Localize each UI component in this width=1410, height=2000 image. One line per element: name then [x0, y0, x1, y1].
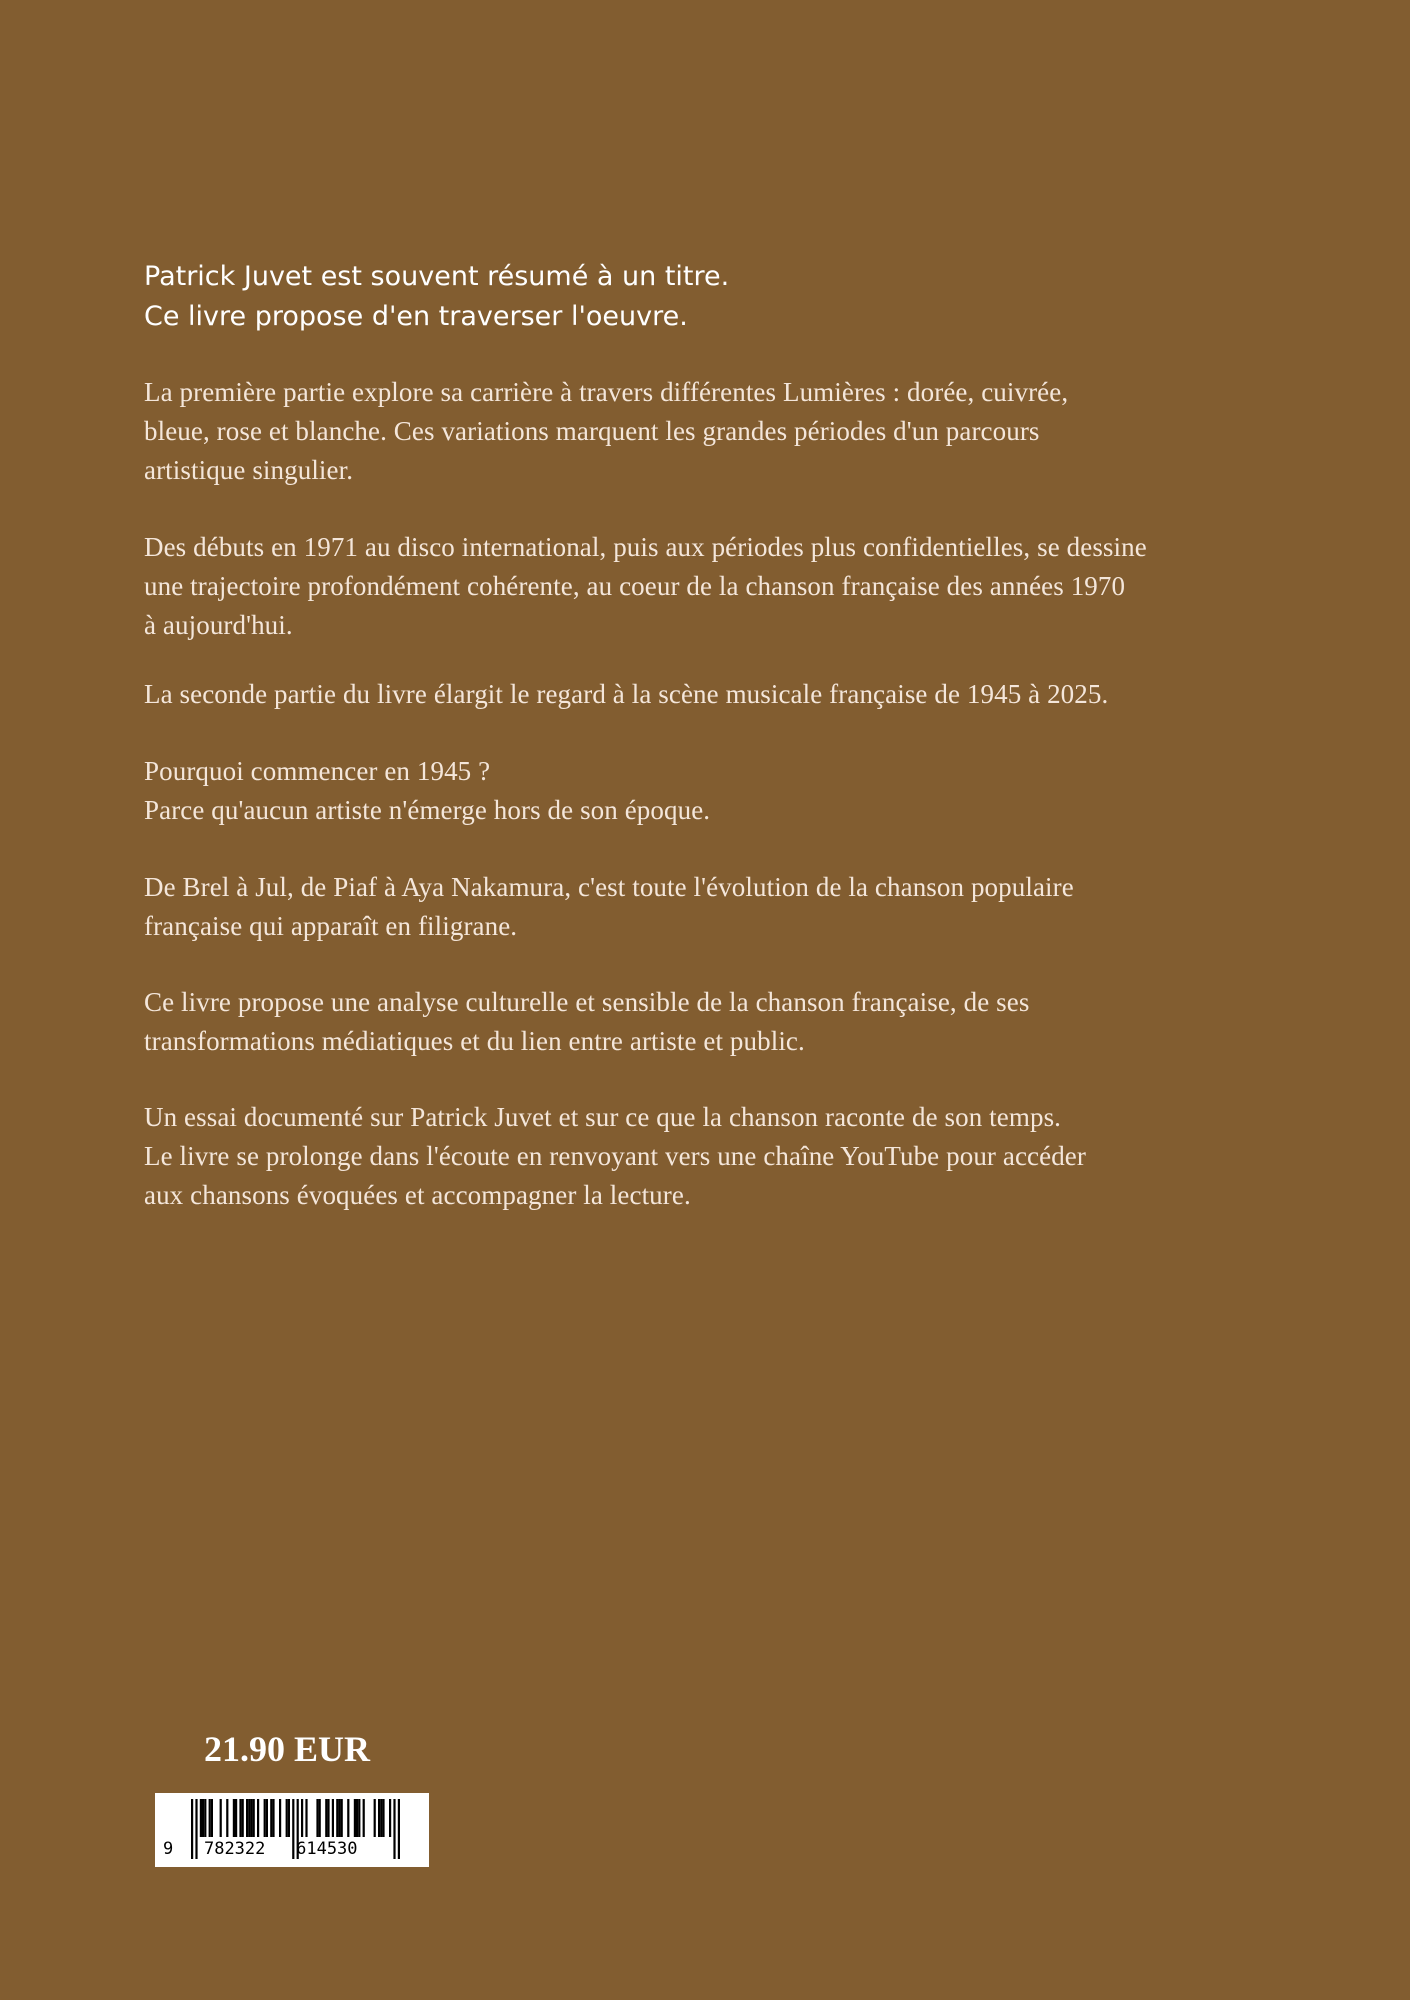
blurb-line: Ce livre propose une analyse culturelle et sensible de la chanson française, de ses — [144, 987, 1030, 1017]
barcode-bar — [380, 1799, 382, 1837]
blurb-line: Un essai documenté sur Patrick Juvet et sur ce que la chanson raconte de son temps. — [144, 1102, 1062, 1132]
barcode-bar — [374, 1799, 376, 1837]
barcode-bar — [305, 1799, 307, 1837]
barcode-bar — [347, 1799, 349, 1837]
isbn-barcode — [155, 1793, 429, 1867]
barcode-bar — [338, 1799, 340, 1837]
barcode-bar — [200, 1799, 202, 1837]
barcode-first-digit: 9 — [163, 1839, 174, 1859]
blurb-line: transformations médiatiques et du lien entre artiste et public. — [144, 1026, 805, 1056]
blurb-paragraph — [144, 1098, 1294, 1215]
blurb-line: à aujourd'hui. — [144, 610, 293, 640]
barcode-bar — [239, 1799, 241, 1837]
blurb-line: une trajectoire profondément cohérente, au coeur de la chanson française des années 1970 — [144, 571, 1126, 601]
barcode-bar — [220, 1799, 222, 1837]
blurb-paragraph — [144, 983, 1294, 1061]
blurb-paragraph — [144, 675, 1294, 714]
barcode-bar — [356, 1799, 358, 1837]
barcode-bar — [235, 1799, 237, 1837]
price-label: 21.90 EUR — [204, 1729, 371, 1769]
barcode-bar — [382, 1799, 384, 1837]
blurb-line: Pourquoi commencer en 1945 ? — [144, 756, 491, 786]
barcode-bar — [393, 1799, 395, 1859]
blurb-line: La première partie explore sa carrière à travers différentes Lumières : dorée, cuivrée, — [144, 377, 1069, 407]
blurb-paragraph — [144, 528, 1294, 645]
barcode-bar — [389, 1799, 391, 1837]
barcode-bar — [279, 1799, 281, 1837]
barcode-bar — [325, 1799, 327, 1837]
blurb-line: De Brel à Jul, de Piaf à Aya Nakamura, c'est toute l'évolution de la chanson populaire — [144, 872, 1074, 902]
barcode-bar — [398, 1799, 400, 1859]
barcode-bar — [246, 1799, 248, 1837]
barcode-bar — [327, 1799, 329, 1837]
blurb-paragraph — [144, 752, 1294, 830]
blurb-paragraph — [144, 868, 1294, 946]
barcode-bar — [332, 1799, 334, 1837]
barcode-bar — [288, 1799, 290, 1837]
barcode-bar — [248, 1799, 250, 1837]
barcode-bar — [253, 1799, 255, 1837]
barcode-bar — [319, 1799, 321, 1837]
barcode-bar — [358, 1799, 360, 1837]
barcode-bar — [354, 1799, 356, 1837]
barcode-bar — [204, 1799, 206, 1837]
barcode-bar — [264, 1799, 266, 1837]
barcode-bar — [257, 1799, 259, 1837]
barcode-bar — [209, 1799, 211, 1837]
barcode-bar — [272, 1799, 274, 1837]
blurb-line: française qui apparaît en filigrane. — [144, 911, 518, 941]
blurb-line: La seconde partie du livre élargit le regard à la scène musicale française de 1945 à 2025. — [144, 679, 1109, 709]
barcode-bar — [270, 1799, 272, 1837]
blurb-line: artistique singulier. — [144, 455, 354, 485]
barcode-left-group: 782322 — [203, 1839, 266, 1859]
barcode-bar — [242, 1799, 244, 1837]
blurb-paragraph — [144, 373, 1294, 490]
barcode-bar — [266, 1799, 268, 1837]
barcode-digits — [163, 1838, 358, 1860]
blurb-line: bleue, rose et blanche. Ces variations marquent les grandes périodes d'un parcours — [144, 416, 1040, 446]
blurb-line: aux chansons évoquées et accompagner la lecture. — [144, 1180, 691, 1210]
tagline-line: Ce livre propose d'en traverser l'oeuvre. — [144, 301, 688, 332]
barcode-bar — [202, 1799, 204, 1837]
barcode-bar — [233, 1799, 235, 1837]
barcode-bar — [301, 1799, 303, 1837]
barcode-bar — [250, 1799, 252, 1837]
barcode-bar — [363, 1799, 365, 1837]
barcode-bar — [378, 1799, 380, 1837]
barcode-bar — [286, 1799, 288, 1837]
barcode-bar — [341, 1799, 343, 1837]
barcode-bar — [336, 1799, 338, 1837]
blurb-line: Des débuts en 1971 au disco international, puis aux périodes plus confidentielles, se dessine — [144, 532, 1147, 562]
barcode-bar — [226, 1799, 228, 1837]
blurb-line: Le livre se prolonge dans l'écoute en renvoyant vers une chaîne YouTube pour accéder — [144, 1141, 1086, 1171]
tagline — [144, 257, 1294, 337]
barcode-bar — [211, 1799, 213, 1837]
barcode-bar — [316, 1799, 318, 1837]
blurb-line: Parce qu'aucun artiste n'émerge hors de son époque. — [144, 795, 711, 825]
barcode-right-group: 614530 — [296, 1839, 358, 1859]
tagline-line: Patrick Juvet est souvent résumé à un titre. — [144, 261, 730, 292]
